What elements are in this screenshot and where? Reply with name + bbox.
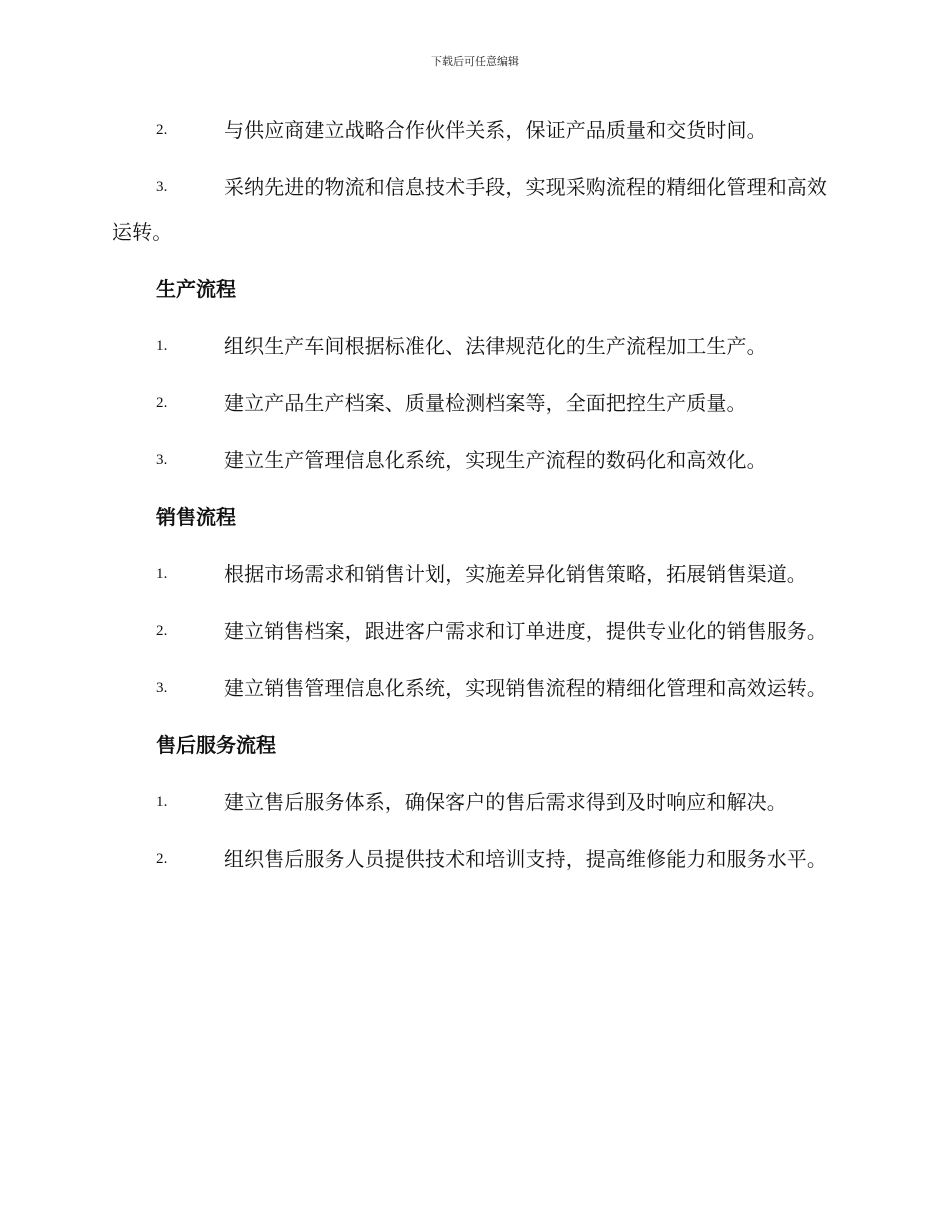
page-header: 下载后可任意编辑 <box>431 55 519 68</box>
list-item-number: 2. <box>156 395 168 411</box>
list-item-text: 建立产品生产档案、质量检测档案等，全面把控生产质量。 <box>224 391 747 415</box>
list-item-number: 3. <box>156 452 168 468</box>
list-item <box>112 165 836 255</box>
list-item-text: 建立销售管理信息化系统，实现销售流程的精细化管理和高效运转。 <box>224 676 827 700</box>
list-item-number: 2. <box>156 122 168 138</box>
list-item-text: 建立生产管理信息化系统，实现生产流程的数码化和高效化。 <box>224 448 767 472</box>
list-item-text: 与供应商建立战略合作伙伴关系，保证产品质量和交货时间。 <box>224 118 767 142</box>
list-item <box>112 108 836 153</box>
list-item-number: 3. <box>156 680 168 696</box>
list-item <box>112 666 836 711</box>
list-item-number: 1. <box>156 338 168 354</box>
section-heading-production: 生产流程 <box>156 277 236 301</box>
list-item <box>112 381 836 426</box>
list-item-number: 2. <box>156 623 168 639</box>
list-item-text: 组织生产车间根据标准化、法律规范化的生产流程加工生产。 <box>224 334 767 358</box>
list-item-text: 根据市场需求和销售计划，实施差异化销售策略，拓展销售渠道。 <box>224 562 807 586</box>
list-item <box>112 837 836 882</box>
list-item <box>112 609 836 654</box>
section-heading-sales: 销售流程 <box>156 505 236 529</box>
list-item-number: 2. <box>156 851 168 867</box>
document-body <box>112 108 836 894</box>
list-item <box>112 438 836 483</box>
list-item-number: 1. <box>156 566 168 582</box>
list-item-text: 采纳先进的物流和信息技术手段，实现采购流程的精细化管理和高效运转。 <box>112 175 827 244</box>
list-item-text: 建立售后服务体系，确保客户的售后需求得到及时响应和解决。 <box>224 790 787 814</box>
list-item-number: 1. <box>156 794 168 810</box>
list-item <box>112 324 836 369</box>
list-item-number: 3. <box>156 179 168 195</box>
section-heading-after-sales: 售后服务流程 <box>156 733 276 757</box>
list-item <box>112 552 836 597</box>
list-item <box>112 780 836 825</box>
list-item-text: 建立销售档案，跟进客户需求和订单进度，提供专业化的销售服务。 <box>224 619 827 643</box>
list-item-text: 组织售后服务人员提供技术和培训支持，提高维修能力和服务水平。 <box>224 847 827 871</box>
